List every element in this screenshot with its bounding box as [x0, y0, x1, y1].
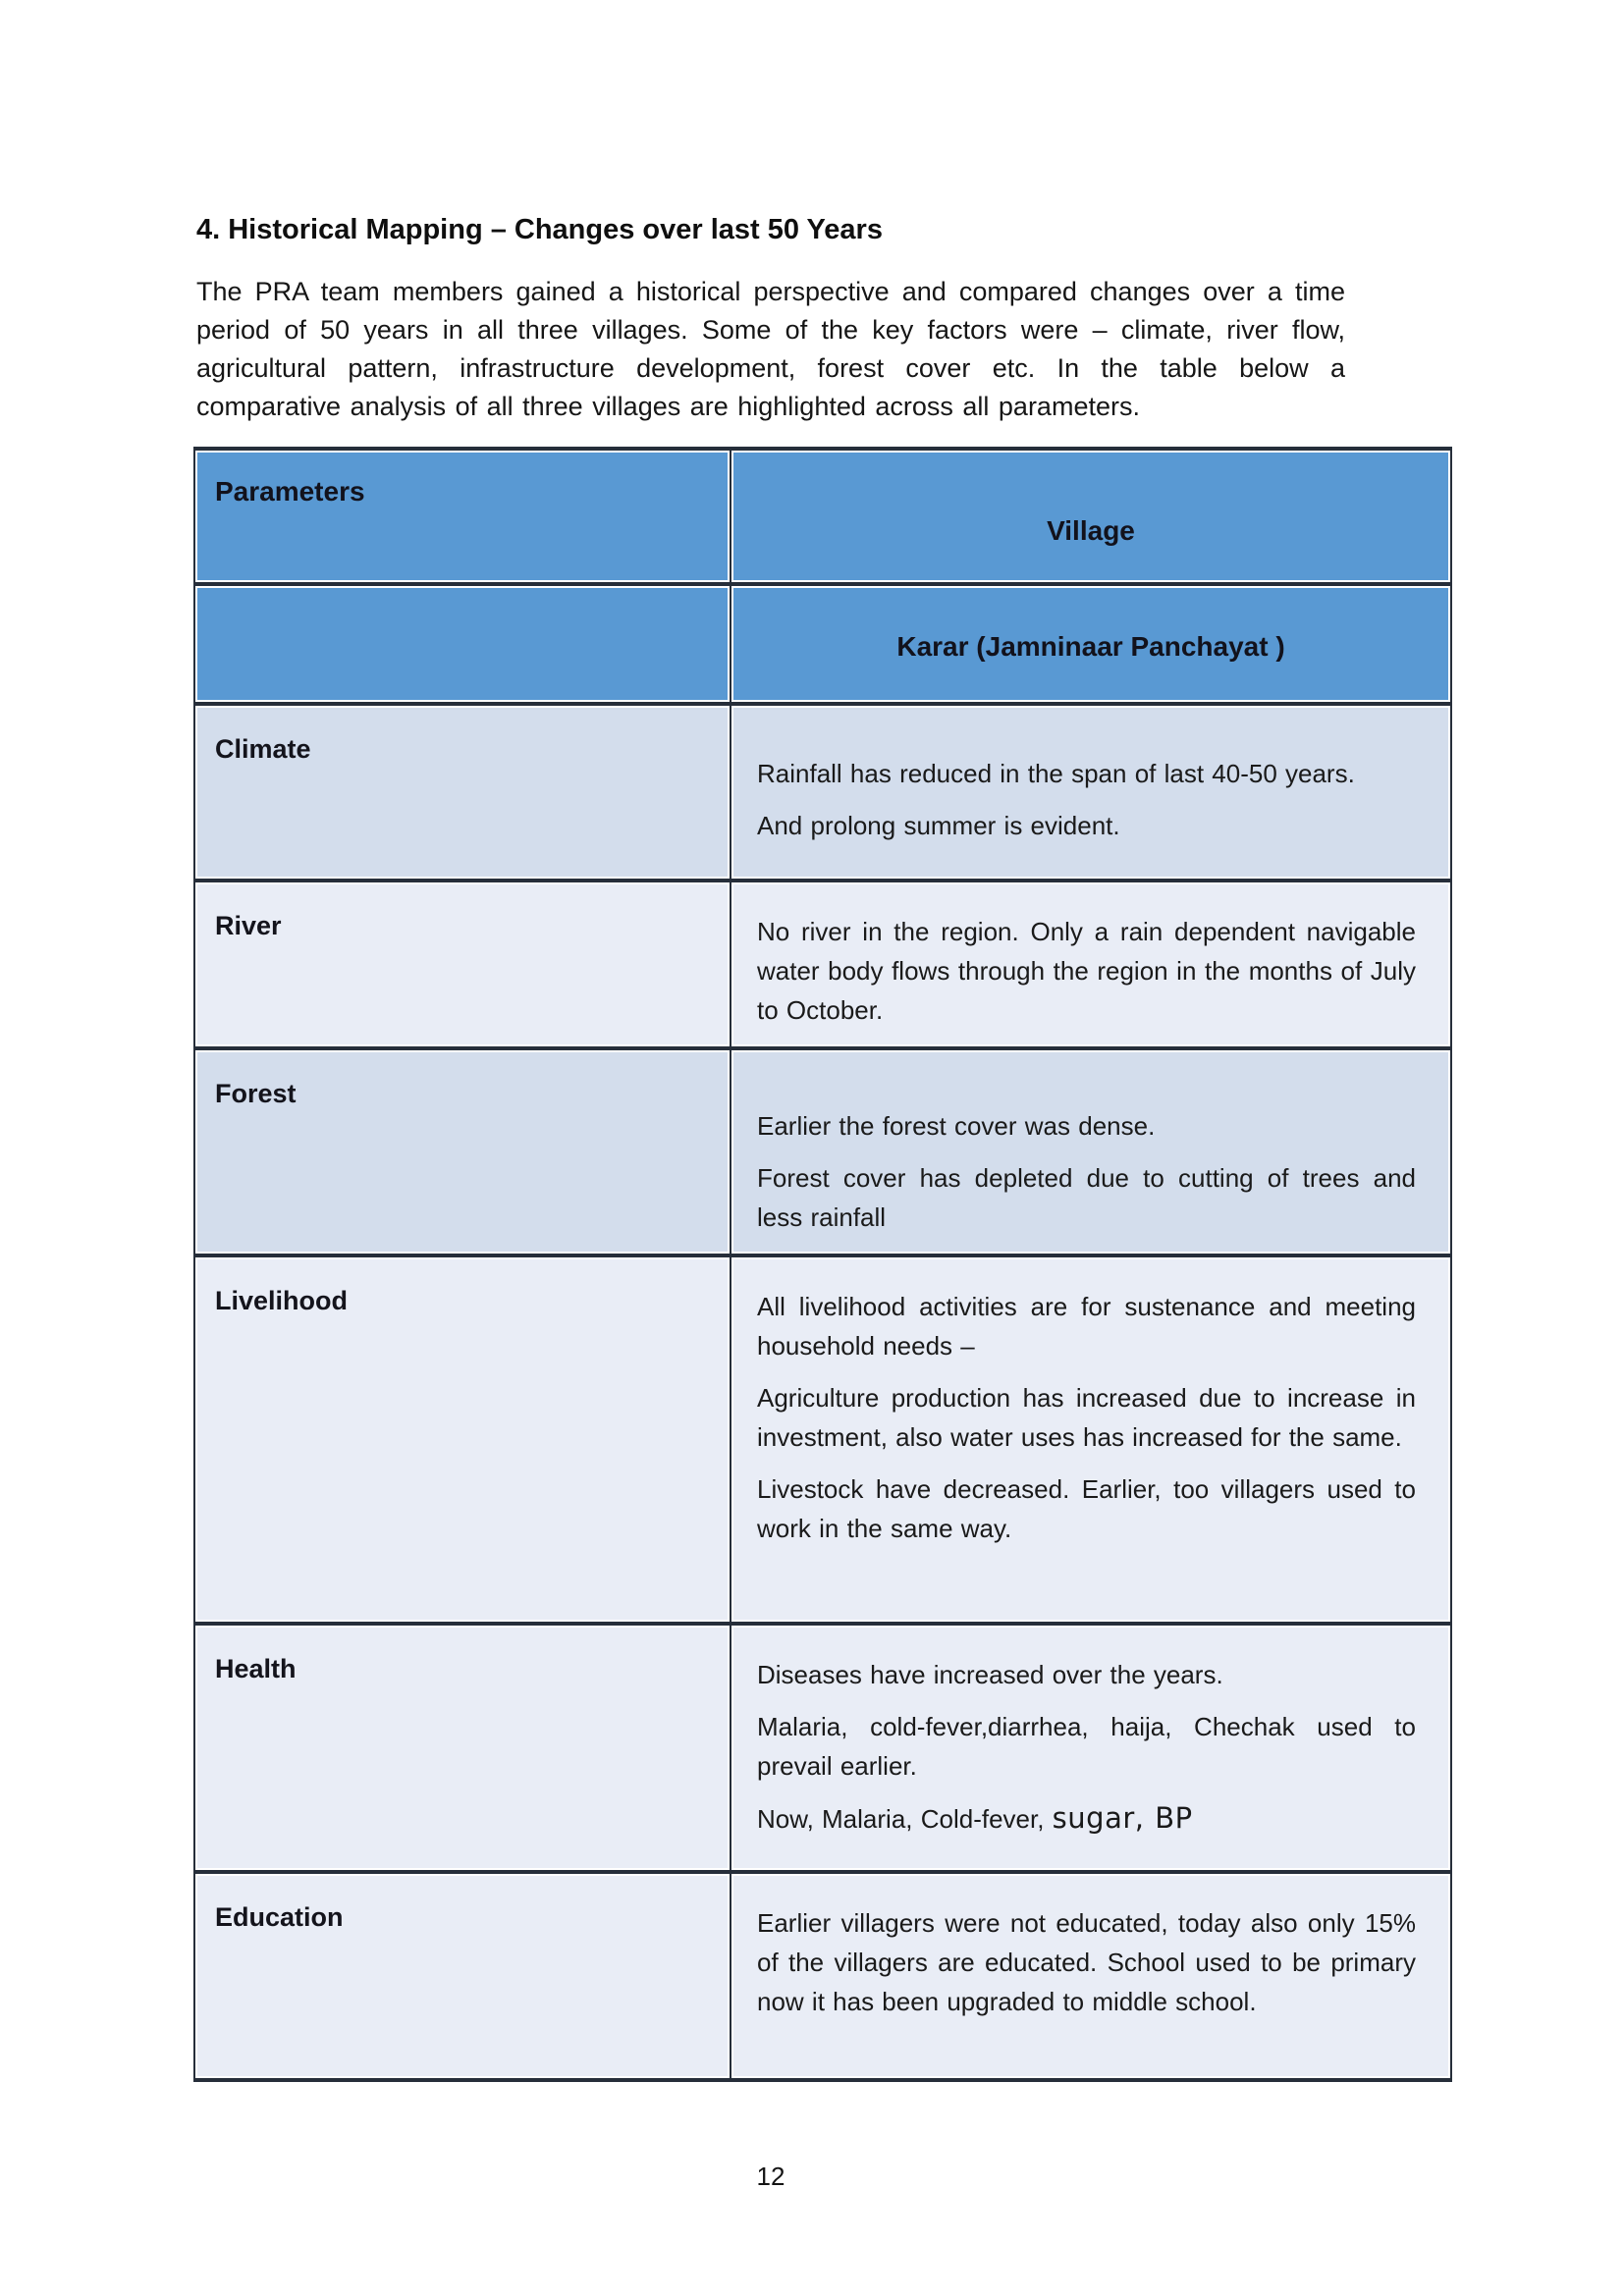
empty-header-cell	[194, 584, 731, 704]
table-row	[194, 1872, 1451, 2080]
header-row-panchayat	[194, 584, 1451, 704]
historical-mapping-table	[193, 447, 1452, 2082]
description-text: Agriculture production has increased due to increase in investment, also water uses has increased for the same.	[757, 1383, 1416, 1452]
village-description-cell	[731, 704, 1451, 881]
description-paragraph	[757, 754, 1416, 793]
karar-header-cell: Karar (Jamninaar Panchayat )	[731, 584, 1451, 704]
village-description-cell	[731, 1255, 1451, 1624]
description-text: All livelihood activities are for sustenance and meeting household needs –	[757, 1292, 1416, 1361]
village-description-cell	[731, 881, 1451, 1048]
parameters-header-cell: Parameters	[194, 449, 731, 584]
description-paragraph	[757, 1903, 1416, 2021]
parameter-cell: Climate	[194, 704, 731, 881]
description-paragraph	[757, 806, 1416, 845]
description-text: No river in the region. Only a rain dependent navigable water body flows through the region in the months of July to October.	[757, 917, 1416, 1025]
section-title: 4. Historical Mapping – Changes over last 50 Years	[196, 214, 883, 246]
table-row	[194, 1048, 1451, 1255]
table-row	[194, 1255, 1451, 1624]
description-paragraph	[757, 1158, 1416, 1237]
description-text: And prolong summer is evident.	[757, 811, 1120, 840]
description-text: Forest cover has depleted due to cutting of trees and less rainfall	[757, 1163, 1416, 1232]
description-paragraph	[757, 912, 1416, 1030]
description-paragraph	[757, 1287, 1416, 1365]
description-paragraph	[757, 1655, 1416, 1694]
table-row	[194, 1624, 1451, 1872]
description-text: Earlier the forest cover was dense.	[757, 1111, 1156, 1141]
description-text: Earlier villagers were not educated, today also only 15% of the villagers are educated. School used to be primary now it has been upgraded to middle school.	[757, 1908, 1416, 2016]
alt-font-text: sugar, BP	[1052, 1801, 1193, 1835]
table-body	[194, 704, 1451, 2080]
description-paragraph	[757, 1707, 1416, 1786]
parameter-cell: Education	[194, 1872, 731, 2080]
description-text: Rainfall has reduced in the span of last 40-50 years.	[757, 759, 1355, 788]
table-row	[194, 704, 1451, 881]
description-paragraph	[757, 1798, 1416, 1839]
description-paragraph	[757, 1469, 1416, 1548]
village-description-cell	[731, 1872, 1451, 2080]
parameter-cell: Livelihood	[194, 1255, 731, 1624]
description-paragraph	[757, 1378, 1416, 1457]
description-text: Diseases have increased over the years.	[757, 1660, 1223, 1689]
village-header-cell: Village	[731, 449, 1451, 584]
parameter-cell: Forest	[194, 1048, 731, 1255]
description-paragraph	[757, 1106, 1416, 1146]
table-header	[194, 449, 1451, 704]
header-row-village	[194, 449, 1451, 584]
intro-paragraph: The PRA team members gained a historical perspective and compared changes over a time period of 50 years in all three villages. Some of the key factors were – climate, river flow, agricultural pattern, infrastructure development, forest cover etc. In the table below a comparative analysis of all three villages are highlighted across all parameters.	[196, 277, 1345, 421]
table-row	[194, 881, 1451, 1048]
page-number: 12	[756, 2162, 785, 2191]
village-description-cell	[731, 1624, 1451, 1872]
parameter-cell: River	[194, 881, 731, 1048]
description-text: Now, Malaria, Cold-fever,	[757, 1804, 1053, 1834]
description-text: Livestock have decreased. Earlier, too villagers used to work in the same way.	[757, 1474, 1416, 1543]
village-description-cell	[731, 1048, 1451, 1255]
description-text: Malaria, cold-fever,diarrhea, haija, Chechak used to prevail earlier.	[757, 1712, 1416, 1781]
parameter-cell: Health	[194, 1624, 731, 1872]
